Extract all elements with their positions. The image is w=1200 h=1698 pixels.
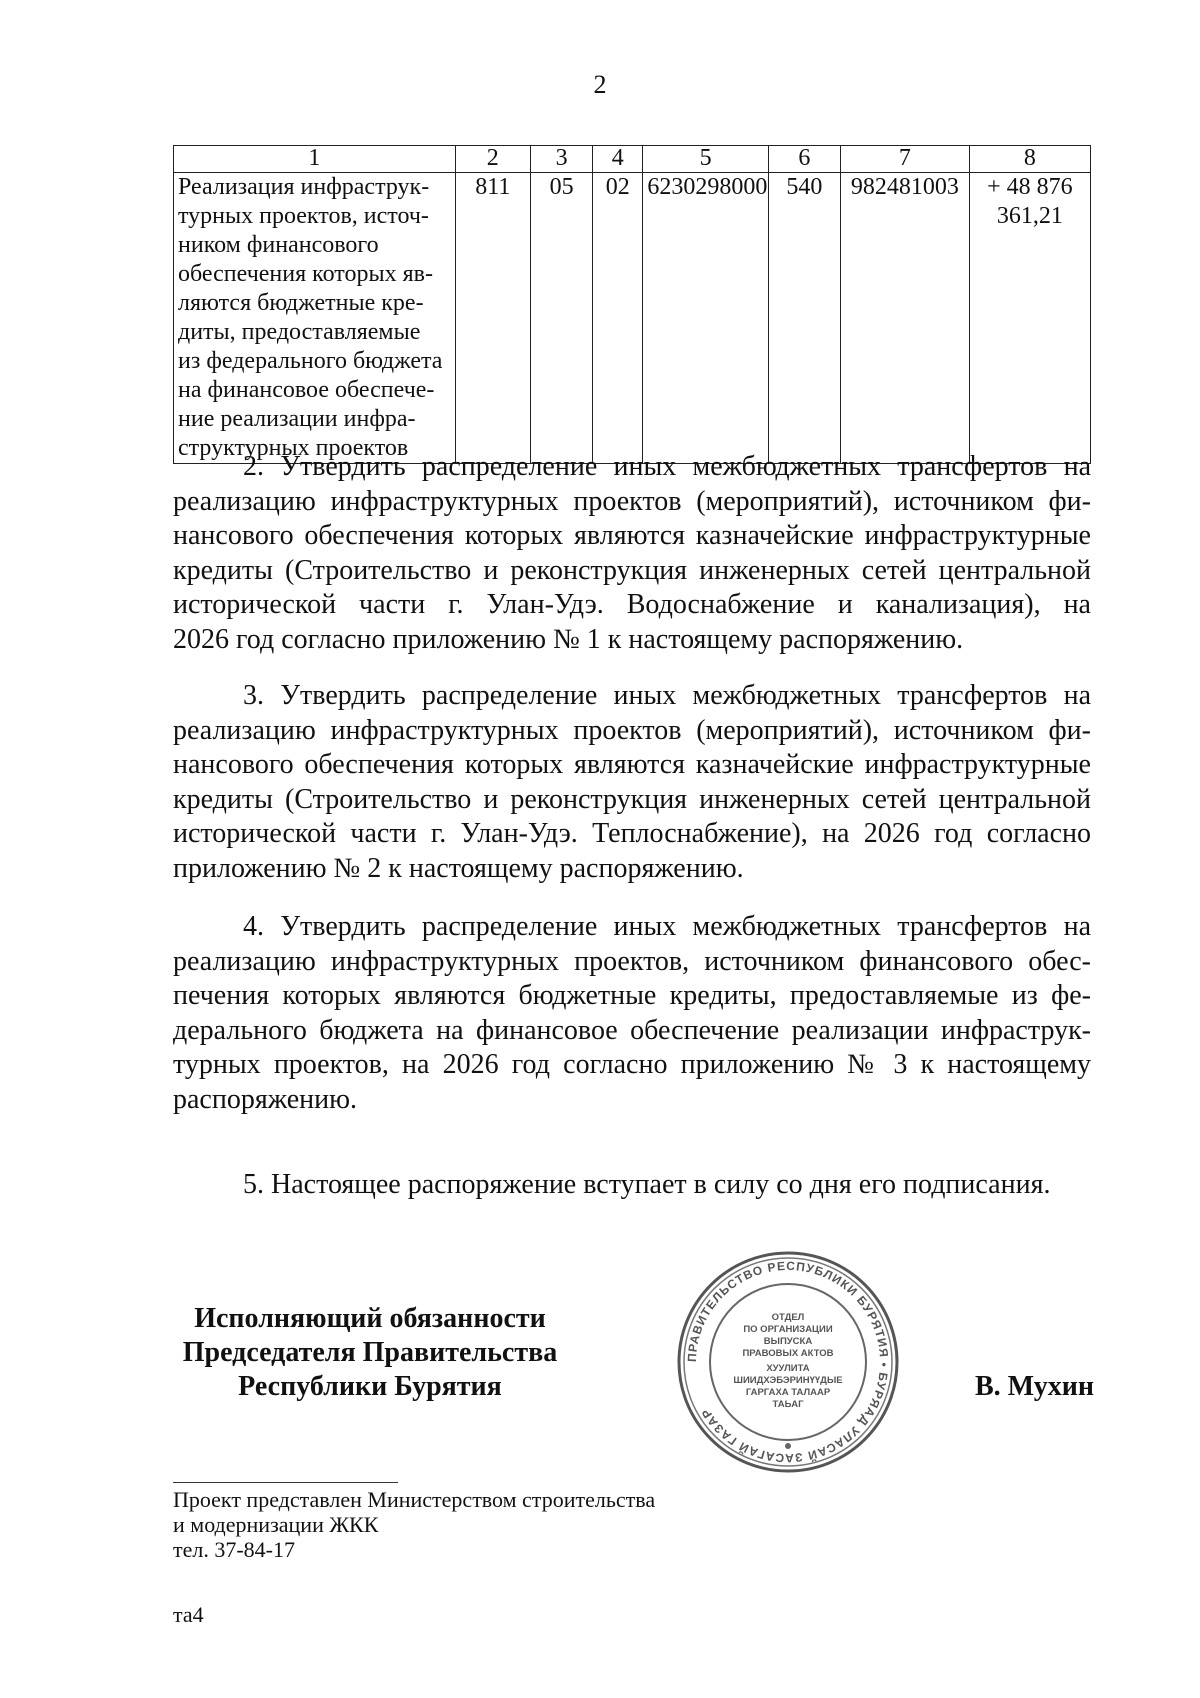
table-header-row — [174, 146, 1091, 173]
seal-outer-text — [685, 1259, 891, 1465]
row-name-line: обеспечения которых яв- — [178, 261, 433, 287]
signer-position-line: Исполняющий обязанности — [194, 1303, 546, 1334]
amount-line: + 48 876 — [987, 174, 1073, 200]
paragraph-4 — [173, 910, 1091, 1117]
seal-center-line: ОТДЕЛ — [771, 1312, 805, 1323]
seal-dot — [785, 1443, 791, 1449]
footnote-line: Проект представлен Министерством строительства — [173, 1487, 656, 1512]
paragraph-line: турных проектов, на 2026 год согласно приложению № 3 к настоящему — [173, 1049, 1091, 1080]
seal-center-line: ВЫПУСКА — [763, 1336, 813, 1347]
budget-table — [173, 145, 1091, 464]
table-header-cell: 5 — [643, 146, 769, 173]
table-row — [174, 173, 1091, 464]
table-header-cell: 4 — [593, 146, 643, 173]
paragraph-5 — [173, 1168, 1091, 1203]
page-number: 2 — [593, 70, 607, 99]
cell-target-article: 6230298000 — [643, 173, 769, 464]
paragraph-line: кредиты (Строительство и реконструкция инженерных сетей центральной — [173, 554, 1091, 586]
row-name-line: ником финансового — [178, 232, 379, 258]
table-header-cell: 8 — [969, 146, 1090, 173]
row-name-line: на финансовое обеспече- — [178, 377, 435, 403]
paragraph-line: нансового обеспечения которых являются казначейские инфраструктурные — [173, 749, 1091, 780]
row-name-line: ние реализации инфра- — [178, 406, 416, 432]
cell-expense-type: 540 — [768, 173, 840, 464]
row-name-line: диты, предоставляемые — [178, 319, 421, 345]
row-name-line: структурных проектов — [178, 435, 409, 461]
table-header-cell: 6 — [768, 146, 840, 173]
footnote-divider — [173, 1482, 398, 1483]
paragraph-3 — [173, 679, 1091, 886]
paragraph-line: реализацию инфраструктурных проектов (мероприятий), источником фи- — [173, 714, 1091, 746]
seal-center-line: ШИИДХЭБЭРИНҮҮДЫЕ — [733, 1375, 843, 1386]
cell-code: 982481003 — [840, 173, 969, 464]
paragraph-line: 4. Утвердить распределение иных межбюджетных трансфертов на — [243, 911, 1091, 942]
paragraph-line: приложению № 2 к настоящему распоряжению. — [173, 852, 744, 884]
cell-subsection: 02 — [593, 173, 643, 464]
cell-amount — [969, 173, 1090, 464]
paragraph-line: дерального бюджета на финансовое обеспечение реализации инфраструк- — [173, 1014, 1091, 1046]
footnote — [173, 1487, 655, 1562]
paragraph-2 — [173, 450, 1091, 657]
official-seal — [676, 1250, 900, 1474]
row-name-cell — [174, 173, 456, 464]
row-name-line: ляются бюджетные кре- — [178, 290, 424, 316]
seal-center-line: ТАЬАГ — [772, 1399, 804, 1410]
seal-outer-textpath: ПРАВИТЕЛЬСТВО РЕСПУБЛИКИ БУРЯТИЯ • БУРЯАД УЛАСАЙ ЗАСАГАЙ ГАЗАР — [684, 1258, 892, 1466]
seal-center-line: ПРАВОВЫХ АКТОВ — [742, 1348, 834, 1359]
signer-name: В. Мухин — [975, 1371, 1094, 1402]
amount-line: 361,21 — [996, 203, 1063, 229]
seal-inner-ring — [710, 1284, 866, 1440]
paragraph-line: исторической части г. Улан-Удэ. Теплоснабжение), на 2026 год согласно — [173, 818, 1091, 849]
row-name-line: из федерального бюджета — [178, 348, 443, 374]
seal-center-line: ХУУЛИТА — [766, 1363, 810, 1374]
paragraph-line: 2026 год согласно приложению № 1 к настоящему распоряжению. — [173, 623, 964, 655]
paragraph-line: реализацию инфраструктурных проектов, источником финансового обес- — [173, 945, 1091, 977]
table-header-cell: 7 — [840, 146, 969, 173]
table-header-cell: 2 — [455, 146, 530, 173]
cell-section: 05 — [530, 173, 592, 464]
seal-outer-ring — [679, 1253, 897, 1471]
signer-position-line: Республики Бурятия — [238, 1371, 502, 1402]
paragraph-line: 2. Утвердить распределение иных межбюджетных трансфертов на — [243, 451, 1091, 482]
table-header-cell: 1 — [174, 146, 456, 173]
paragraph-line: нансового обеспечения которых являются казначейские инфраструктурные — [173, 520, 1091, 551]
signer-position — [155, 1302, 585, 1404]
row-name-line: турных проектов, источ- — [178, 203, 429, 229]
footnote-line: тел. 37-84-17 — [173, 1537, 296, 1562]
paragraph-line: кредиты (Строительство и реконструкция инженерных сетей центральной — [173, 783, 1091, 815]
footnote-line: и модернизации ЖКК — [173, 1512, 379, 1537]
paragraph-line: 3. Утвердить распределение иных межбюджетных трансфертов на — [243, 680, 1091, 711]
seal-center-line: ГАРГАХА ТАЛААР — [745, 1387, 831, 1398]
document-code: та4 — [173, 1602, 204, 1627]
paragraph-line: 5. Настоящее распоряжение вступает в силу со дня его подписания. — [243, 1169, 1051, 1200]
paragraph-line: реализацию инфраструктурных проектов (мероприятий), источником фи- — [173, 485, 1091, 517]
paragraph-line: распоряжению. — [173, 1083, 358, 1115]
row-name-line: Реализация инфраструк- — [178, 174, 430, 200]
paragraph-line: печения которых являются бюджетные кредиты, предоставляемые из фе- — [173, 980, 1091, 1011]
paragraph-line: исторической части г. Улан-Удэ. Водоснабжение и канализация), на — [173, 589, 1091, 620]
signer-position-line: Председателя Правительства — [182, 1337, 558, 1368]
seal-center-line: ПО ОРГАНИЗАЦИИ — [743, 1324, 833, 1335]
cell-ministry-code: 811 — [455, 173, 530, 464]
table-header-cell: 3 — [530, 146, 592, 173]
